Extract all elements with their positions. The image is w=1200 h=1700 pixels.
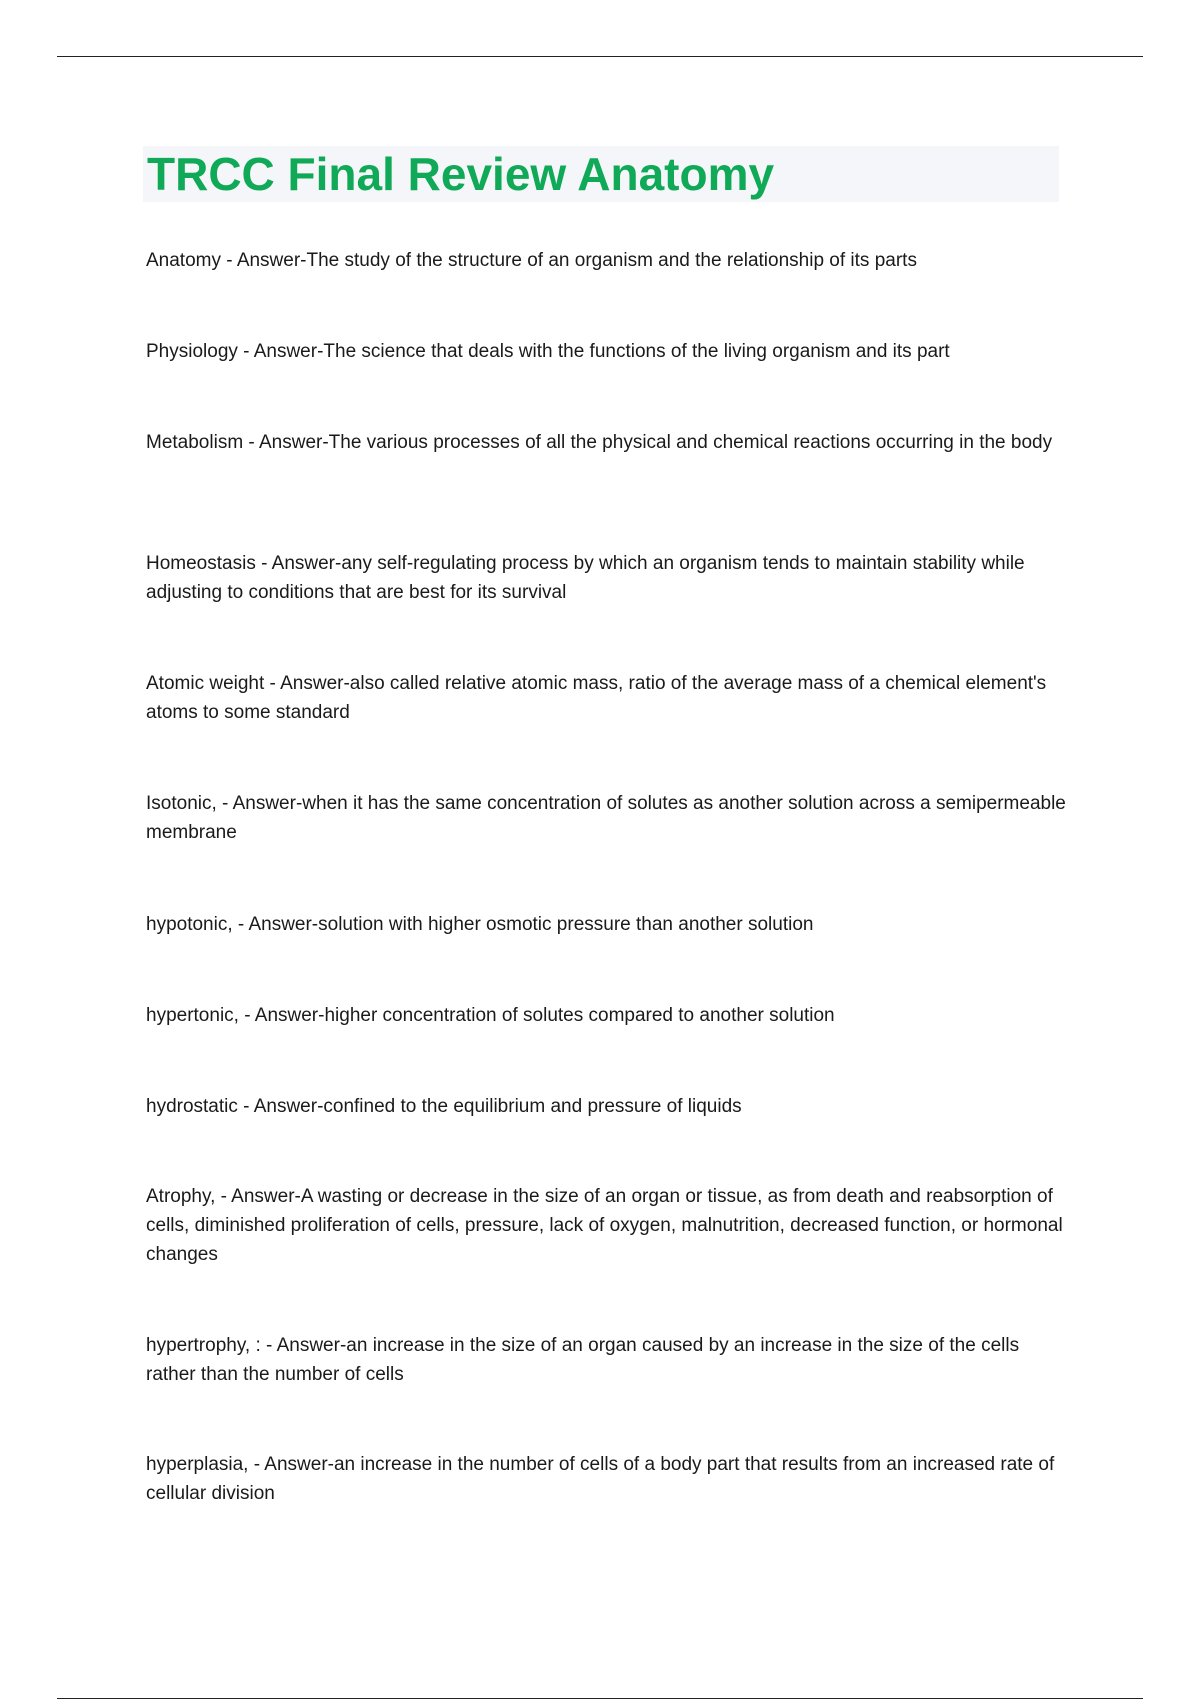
entry-atomic-weight: Atomic weight - Answer-also called relative atomic mass, ratio of the average mass of a chemical element's atoms to some standard <box>146 673 1047 723</box>
entry-physiology: Physiology - Answer-The science that deals with the functions of the living organism and its part <box>146 341 950 362</box>
entry-hypertrophy: hypertrophy, : - Answer-an increase in the size of an organ caused by an increase in the size of the cells rather than the number of cells <box>146 1335 1020 1385</box>
document-title: TRCC Final Review Anatomy <box>147 148 775 200</box>
entry-hydrostatic: hydrostatic - Answer-confined to the equilibrium and pressure of liquids <box>146 1096 742 1117</box>
entry-homeostasis: Homeostasis - Answer-any self-regulating process by which an organism tends to maintain stability while adjusting to conditions that are best for its survival <box>146 553 1025 603</box>
entry-metabolism: Metabolism - Answer-The various processes of all the physical and chemical reactions occurring in the body <box>146 432 1053 453</box>
entry-hypertonic: hypertonic, - Answer-higher concentration of solutes compared to another solution <box>146 1005 835 1026</box>
entry-hypotonic: hypotonic, - Answer-solution with higher osmotic pressure than another solution <box>146 914 814 935</box>
top-rule <box>57 56 1143 57</box>
entry-isotonic: Isotonic, - Answer-when it has the same concentration of solutes as another solution across a semipermeable membrane <box>146 793 1066 843</box>
entry-hyperplasia: hyperplasia, - Answer-an increase in the number of cells of a body part that results from an increased rate of cellular division <box>146 1454 1055 1504</box>
bottom-rule <box>57 1698 1143 1699</box>
entry-anatomy: Anatomy - Answer-The study of the structure of an organism and the relationship of its parts <box>146 250 917 271</box>
title-banner <box>143 146 1059 202</box>
entry-atrophy: Atrophy, - Answer-A wasting or decrease in the size of an organ or tissue, as from death and reabsorption of cells, diminished proliferation of cells, pressure, lack of oxygen, malnutrition, decreased function, or hormonal changes <box>146 1186 1063 1265</box>
